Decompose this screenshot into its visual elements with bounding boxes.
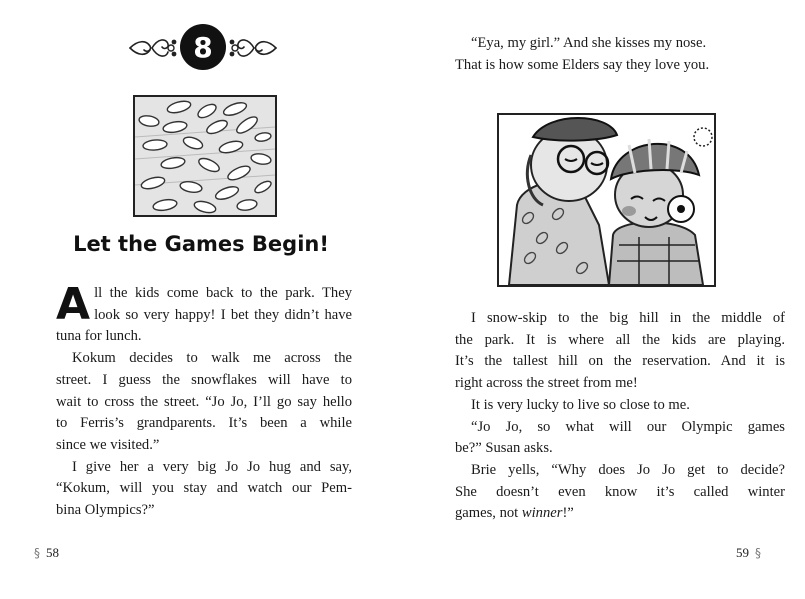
spiral-icon: § (34, 546, 40, 560)
right-top-text (455, 33, 785, 76)
beans-illustration-art (135, 97, 275, 215)
text-line: “Eya, my girl.” And she kisses my nose. (471, 35, 707, 51)
kokum-hug-illustration-art (499, 115, 714, 285)
drop-cap: A (56, 279, 91, 330)
beans-illustration (133, 95, 277, 217)
page-number: 58 (46, 545, 59, 560)
text-line: to Ferris’s grandparents. It’s been a while (56, 415, 352, 432)
text-line: I give her a very big Jo Jo hug and say, (72, 458, 352, 475)
text-line: She doesn’t even know it’s called winter (455, 483, 785, 500)
paragraph-4 (455, 308, 785, 395)
text-line: street. I guess the snowflakes will have to (56, 371, 352, 388)
text-line: right across the street from me! (455, 375, 638, 392)
emphasis-word: winner (521, 505, 563, 522)
kokum-hug-illustration (497, 113, 716, 287)
spiral-icon: § (755, 546, 761, 560)
page-number-right (736, 545, 761, 561)
text-line: bina Olympics?” (56, 502, 155, 519)
paragraph-7 (455, 460, 785, 525)
page-number-left (34, 545, 59, 561)
paragraph-6 (455, 417, 785, 460)
text-line: ll the kids come back to the park. They (94, 285, 352, 301)
text-line: It is very lucky to live so close to me. (471, 396, 690, 413)
text-line: wait to cross the street. “Jo Jo, I’ll go say hello (56, 393, 352, 410)
chapter-number: 8 (180, 24, 226, 70)
paragraph-1 (56, 279, 352, 348)
text-line: tuna for lunch. (56, 328, 142, 345)
left-page (0, 0, 402, 599)
text-line: be?” Susan asks. (455, 440, 553, 457)
page-number: 59 (736, 545, 749, 560)
text-line: I snow-skip to the big hill in the middle of (471, 310, 785, 326)
text-line: since we visited.” (56, 436, 160, 453)
text-line-end: !” (562, 505, 574, 522)
text-line: look so very happy! I bet they didn’t have (94, 306, 352, 323)
text-line (455, 503, 785, 525)
text-line: “Kokum, will you stay and watch our Pem- (56, 480, 352, 497)
text-line: Kokum decides to walk me across the (72, 350, 352, 367)
text-line-start: games, not (455, 505, 522, 522)
right-body-text (455, 308, 785, 525)
text-line: That is how some Elders say they love you. (455, 56, 710, 73)
text-line: Brie yells, “Why does Jo Jo get to decide? (471, 461, 785, 478)
chapter-title: Let the Games Begin! (73, 232, 329, 256)
text-line: “Jo Jo, so what will our Olympic games (471, 418, 785, 435)
text-line: the park. It is where all the kids are playing. (455, 331, 785, 348)
text-line: It’s the tallest hill on the reservation. And it is (455, 353, 785, 370)
paragraph-3 (56, 457, 352, 522)
left-body-text (56, 279, 352, 522)
paragraph-5 (455, 395, 785, 417)
paragraph-2 (56, 348, 352, 457)
